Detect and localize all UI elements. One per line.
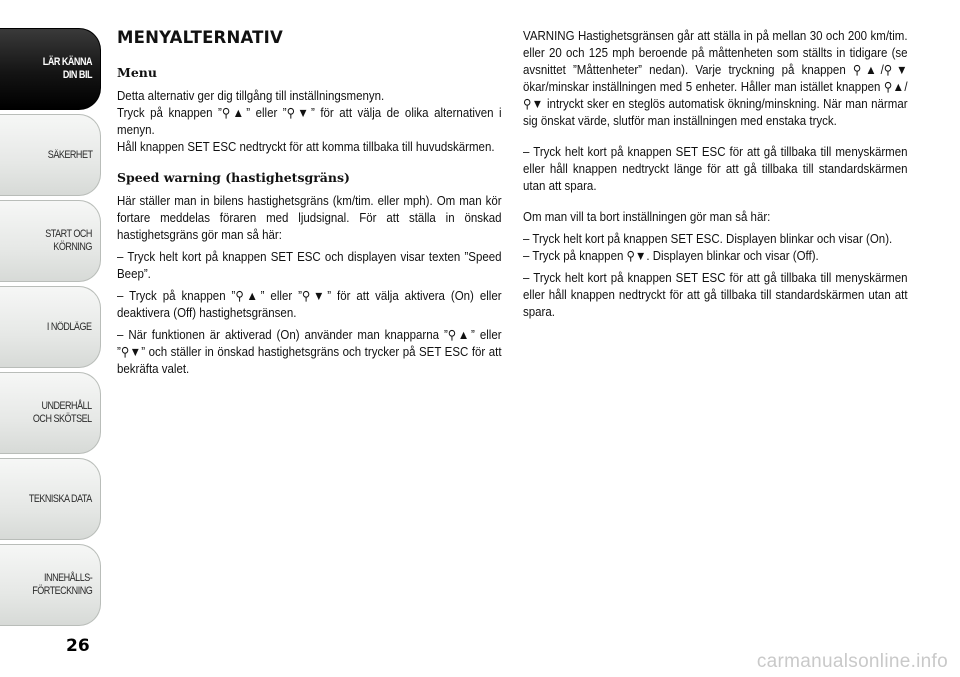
tab-innehallsforteckning[interactable] <box>0 544 101 626</box>
body-paragraph: – Tryck helt kort på knappen SET ESC för att gå tillbaka till menyskärmen eller håll knappen nedtryckt för att gå tillbaka till standardskärmen utan att spara. <box>523 271 908 319</box>
left-column <box>117 28 502 378</box>
tab-label: I NÖDLÄGE <box>47 320 92 333</box>
speed-paragraph: – Tryck helt kort på knappen SET ESC och displayen visar texten ”Speed Beep”. <box>117 250 502 281</box>
menu-paragraph: Håll knappen SET ESC nedtryckt för att komma tillbaka till huvudskärmen. <box>117 140 495 154</box>
tab-label: SÄKERHET <box>47 148 92 161</box>
tab-label: INNEHÅLLS- FÖRTECKNING <box>31 572 92 597</box>
speed-paragraph: – När funktionen är aktiverad (On) använder man knapparna ”⚲▲” eller ”⚲▼” och ställer in önskad hastighetsgräns och trycker på SET ESC för att bekräfta valet. <box>117 328 502 376</box>
tab-i-nodlage[interactable] <box>0 286 101 368</box>
body-paragraph: Om man vill ta bort inställningen gör man så här: <box>523 210 771 224</box>
speed-paragraph: – Tryck på knappen ”⚲▲” eller ”⚲▼” för att välja aktivera (On) eller deaktivera (Off) hastighetsgränsen. <box>117 289 502 320</box>
page-number: 26 <box>66 636 90 656</box>
speed-warning-heading: Speed warning (hastighetsgräns) <box>117 170 350 185</box>
menu-paragraph: Detta alternativ ger dig tillgång till inställningsmenyn. <box>117 89 385 103</box>
tab-sakerhet[interactable] <box>0 114 101 196</box>
menu-paragraph: Tryck på knappen ”⚲▲” eller ”⚲▼” för att välja de olika alternativen i menyn. <box>117 106 502 137</box>
watermark: carmanualsonline.info <box>756 651 948 672</box>
body-paragraph: – Tryck helt kort på knappen SET ESC. Displayen blinkar och visar (On). <box>523 232 893 246</box>
tab-label: TEKNISKA DATA <box>29 492 92 505</box>
tab-lar-kanna-din-bil[interactable] <box>0 28 101 110</box>
tab-start-och-korning[interactable] <box>0 200 101 282</box>
tab-label: START OCH KÖRNING <box>45 228 92 253</box>
menu-heading: Menu <box>117 65 157 80</box>
warning-paragraph: VARNING Hastighetsgränsen går att ställa in på mellan 30 och 200 km/tim. eller 20 och 125 mph beroende på måttenheten som ställts in tidigare (se avsnittet ”Måttenheter” nedan). Varje tryckning på knappen ⚲▲/⚲▼ ökar/minskar inställningen med 5 enheter. Håller man istället knappen ⚲▲/⚲▼ intryckt sker en steglös automatisk ökning/minskning. När man närmar sig önskat värde, slutför man inställningen med enstaka tryck. <box>523 29 908 128</box>
tab-underhall-och-skotsel[interactable] <box>0 372 101 454</box>
body-paragraph: – Tryck helt kort på knappen SET ESC för att gå tillbaka till menyskärmen eller håll knappen nedtryckt länge för att gå tillbaka till standardskärmen utan att spara. <box>523 145 908 193</box>
body-paragraph: – Tryck på knappen ⚲▼. Displayen blinkar och visar (Off). <box>523 249 819 263</box>
tab-tekniska-data[interactable] <box>0 458 101 540</box>
speed-paragraph: Här ställer man in bilens hastighetsgräns (km/tim. eller mph). Om man kör fortare meddelas föraren med ljudsignal. För att ställa in önskad hastighetsgräns gör man så här: <box>117 194 502 242</box>
tab-label: LÄR KÄNNA DIN BIL <box>42 56 92 81</box>
right-column <box>523 28 908 321</box>
tab-label: UNDERHÅLL OCH SKÖTSEL <box>33 400 92 425</box>
section-heading: MENYALTERNATIV <box>117 28 283 47</box>
